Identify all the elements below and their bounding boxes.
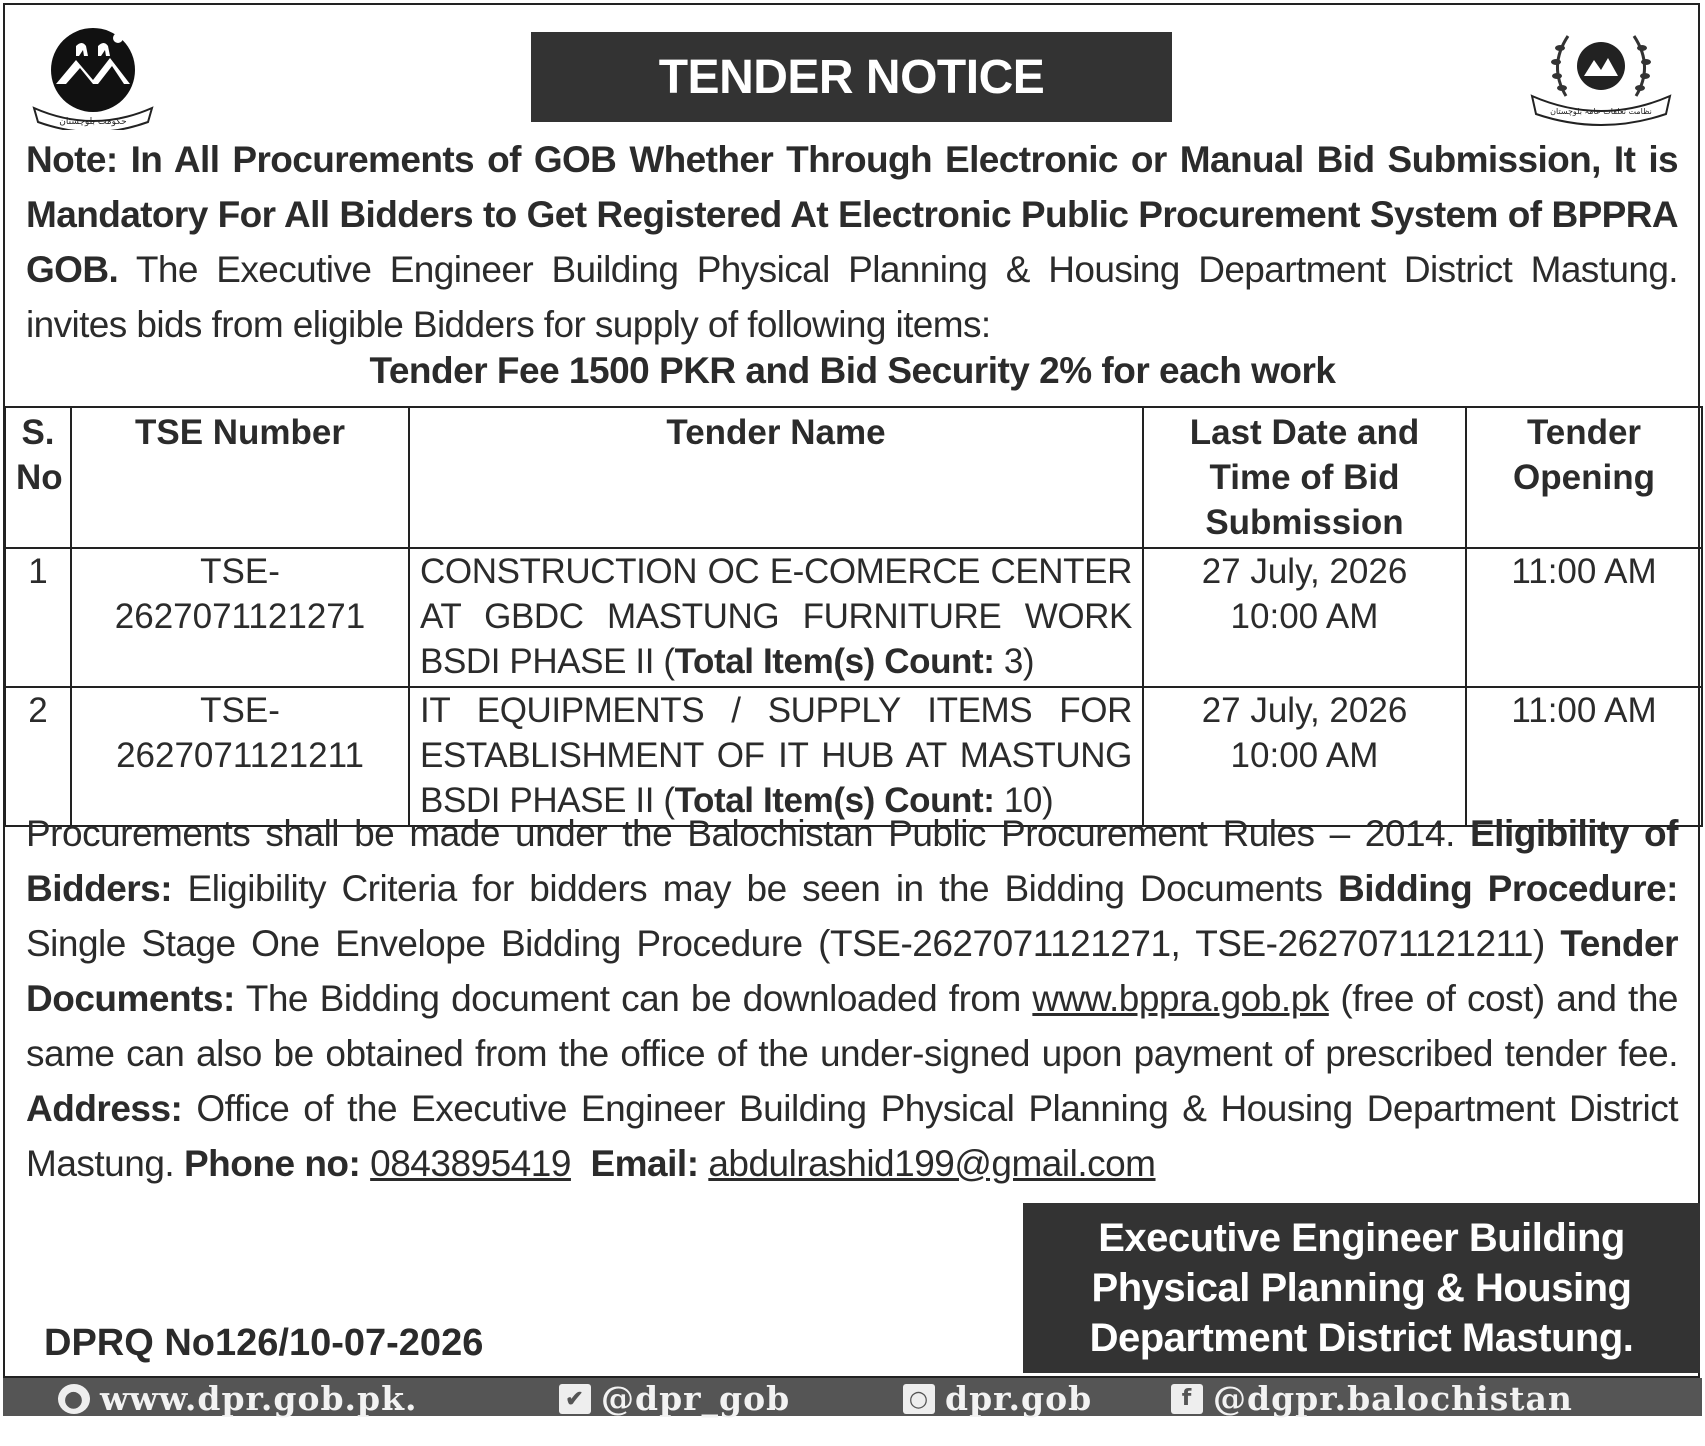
- signature-block: [1023, 1203, 1700, 1373]
- signature-line-2: Physical Planning & Housing: [1091, 1266, 1632, 1310]
- dgpr-seal-logo: [1526, 26, 1676, 126]
- address-text: Office of the Executive Engineer Building Physical Planning & Housing Department District Mastung.: [26, 1088, 1678, 1184]
- last-time: 10:00 AM: [1230, 597, 1379, 636]
- page-title: TENDER NOTICE: [531, 32, 1172, 122]
- cell-sno: 1: [5, 548, 71, 687]
- item-count: 10): [994, 781, 1054, 820]
- footer-twitter[interactable]: [559, 1379, 790, 1418]
- cell-tse: TSE-2627071121211: [71, 687, 409, 826]
- fee-line: Tender Fee 1500 PKR and Bid Security 2% for each work: [369, 350, 1336, 391]
- cell-last-date: [1143, 548, 1466, 687]
- cell-sno: 2: [5, 687, 71, 826]
- footer-bar: [3, 1378, 1702, 1416]
- note-bold: Note: In All Procurements of GOB Whether Through Electronic or Manual Bid Submission, It is Mandatory For All Bidders to Get Registered At Electronic Public Procurement System of BPPRA GOB.: [26, 139, 1678, 290]
- col-header-name: Tender Name: [409, 407, 1143, 548]
- last-date: 27 July, 2026: [1201, 691, 1408, 730]
- footer-twitter-text: @dpr_gob: [601, 1379, 791, 1418]
- facebook-icon: f: [1171, 1384, 1203, 1414]
- tender-name-text: CONSTRUCTION OC E-COMERCE CENTER AT GBDC MASTUNG FURNITURE WORK BSDI PHASE II (: [420, 552, 1132, 681]
- email-link[interactable]: abdulrashid199@gmail.com: [708, 1143, 1156, 1184]
- footer-facebook[interactable]: [1171, 1379, 1573, 1418]
- item-count-label: Total Item(s) Count:: [674, 642, 995, 681]
- twitter-icon: ✔: [559, 1384, 591, 1414]
- email-label: Email:: [590, 1143, 699, 1184]
- col-header-tse: TSE Number: [71, 407, 409, 548]
- cell-opening: 11:00 AM: [1466, 687, 1702, 826]
- signature-line-1: Executive Engineer Building: [1098, 1216, 1625, 1260]
- footer-instagram-text: dpr.gob: [945, 1379, 1093, 1418]
- logo-right-text: نظامت تعلقات عامہ بلوچستان: [1550, 107, 1652, 116]
- tender-name-text: IT EQUIPMENTS / SUPPLY ITEMS FOR ESTABLISHMENT OF IT HUB AT MASTUNG BSDI PHASE II (: [420, 691, 1132, 820]
- procedure-text: Single Stage One Envelope Bidding Procedure (TSE-2627071121271, TSE-2627071121211): [26, 923, 1561, 964]
- footer-facebook-text: @dgpr.balochistan: [1213, 1379, 1573, 1418]
- footer-web-text: www.dpr.gob.pk.: [100, 1379, 418, 1418]
- rules-text: Procurements shall be made under the Balochistan Public Procurement Rules – 2014.: [26, 813, 1470, 854]
- phone-label: Phone no:: [183, 1143, 361, 1184]
- note-text: The Executive Engineer Building Physical Planning & Housing Department District Mastung. invites bids from eligible Bidders for supply of following items:: [26, 249, 1678, 345]
- globe-icon: ●: [58, 1384, 90, 1414]
- footer-web[interactable]: [58, 1379, 417, 1418]
- footer-instagram[interactable]: [903, 1379, 1092, 1418]
- procurement-details: [26, 806, 1678, 1191]
- procedure-label: Bidding Procedure:: [1338, 868, 1678, 909]
- table-header-row: [5, 407, 1702, 548]
- item-count: 3): [994, 642, 1035, 681]
- cell-tender-name: [409, 548, 1143, 687]
- cell-tse: TSE-2627071121271: [71, 548, 409, 687]
- col-header-date: Last Date and Time of Bid Submission: [1143, 407, 1466, 548]
- last-date: 27 July, 2026: [1201, 552, 1408, 591]
- bppra-link[interactable]: www.bppra.gob.pk: [1032, 978, 1329, 1019]
- eligibility-text: Eligibility Criteria for bidders may be seen in the Bidding Documents: [172, 868, 1338, 909]
- logo-left-text: حکومت بلوچستان: [59, 117, 127, 127]
- signature-line-3: Department District Mastung.: [1089, 1316, 1634, 1360]
- address-label: Address:: [26, 1088, 183, 1129]
- govt-balochistan-logo: [28, 22, 158, 130]
- phone-link[interactable]: 0843895419: [370, 1143, 571, 1184]
- item-count-label: Total Item(s) Count:: [674, 781, 995, 820]
- note-paragraph: [26, 132, 1678, 352]
- documents-label: Tender Documents:: [26, 923, 1678, 1019]
- tender-table: [4, 406, 1703, 827]
- last-time: 10:00 AM: [1230, 736, 1379, 775]
- eligibility-label: Eligibility of Bidders:: [26, 813, 1678, 909]
- table-row: [5, 548, 1702, 687]
- documents-text-2: (free of cost) and the same can also be obtained from the office of the under-signed upon payment of prescribed tender fee.: [26, 978, 1678, 1074]
- col-header-sno: S. No: [5, 407, 71, 548]
- col-header-opening: Tender Opening: [1466, 407, 1702, 548]
- instagram-icon: ○: [903, 1384, 935, 1414]
- cell-opening: 11:00 AM: [1466, 548, 1702, 687]
- documents-text: The Bidding document can be downloaded from: [234, 978, 1033, 1019]
- dprq-number: DPRQ No126/10-07-2026: [44, 1322, 484, 1364]
